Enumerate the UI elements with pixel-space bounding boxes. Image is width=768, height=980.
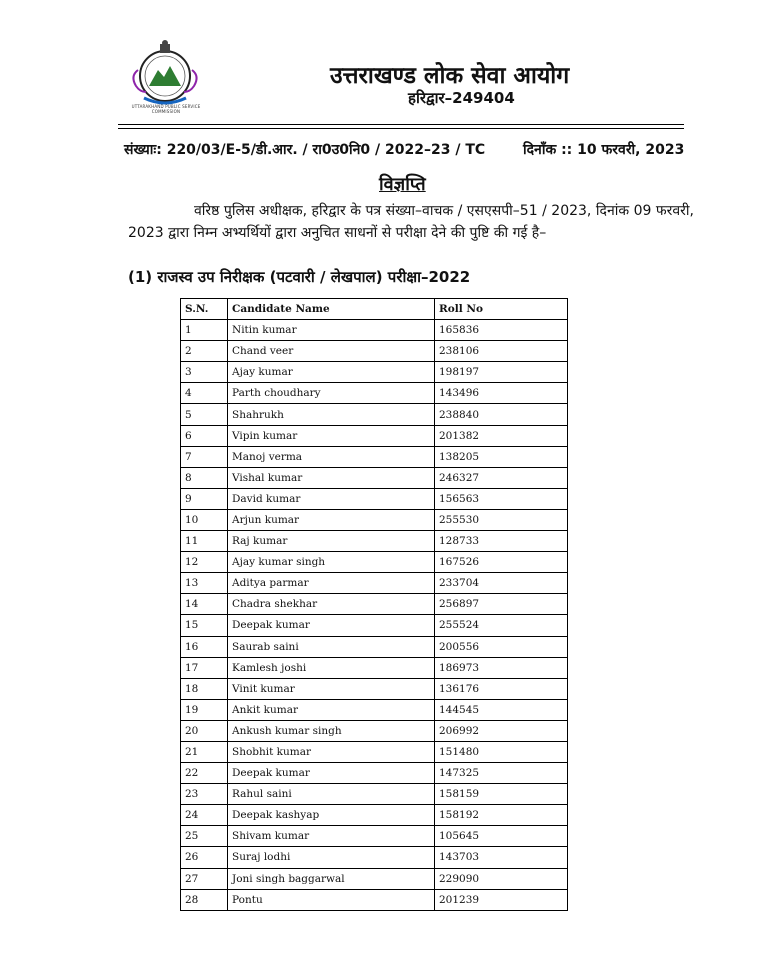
- cell-roll-no: 105645: [435, 826, 568, 847]
- cell-roll-no: 186973: [435, 657, 568, 678]
- cell-candidate-name: Vipin kumar: [228, 425, 435, 446]
- table-row: [181, 341, 568, 362]
- table-row: [181, 889, 568, 910]
- cell-roll-no: 156563: [435, 488, 568, 509]
- table-row: [181, 383, 568, 404]
- cell-sn: 26: [181, 847, 228, 868]
- cell-roll-no: 255530: [435, 509, 568, 530]
- cell-candidate-name: Shivam kumar: [228, 826, 435, 847]
- table-row: [181, 425, 568, 446]
- cell-roll-no: 206992: [435, 720, 568, 741]
- cell-roll-no: 151480: [435, 741, 568, 762]
- notice-date: दिनाँक :: 10 फरवरी, 2023: [523, 142, 685, 158]
- cell-candidate-name: Parth choudhary: [228, 383, 435, 404]
- cell-candidate-name: Arjun kumar: [228, 509, 435, 530]
- cell-roll-no: 165836: [435, 320, 568, 341]
- cell-roll-no: 238840: [435, 404, 568, 425]
- cell-candidate-name: Rahul saini: [228, 784, 435, 805]
- cell-sn: 6: [181, 425, 228, 446]
- table-row: [181, 573, 568, 594]
- cell-candidate-name: Suraj lodhi: [228, 847, 435, 868]
- table-row: [181, 868, 568, 889]
- cell-sn: 7: [181, 446, 228, 467]
- table-row: [181, 320, 568, 341]
- cell-candidate-name: Vishal kumar: [228, 467, 435, 488]
- exam-title: (1) राजस्व उप निरीक्षक (पटवारी / लेखपाल) परीक्षा–2022: [128, 268, 471, 286]
- table-row: [181, 847, 568, 868]
- cell-roll-no: 198197: [435, 362, 568, 383]
- organization-city: हरिद्वार–249404: [408, 89, 515, 107]
- header-divider-secondary: [118, 128, 684, 129]
- cell-candidate-name: Saurab saini: [228, 636, 435, 657]
- cell-roll-no: 143703: [435, 847, 568, 868]
- table-row: [181, 826, 568, 847]
- cell-sn: 2: [181, 341, 228, 362]
- cell-candidate-name: Ankush kumar singh: [228, 720, 435, 741]
- cell-roll-no: 128733: [435, 531, 568, 552]
- cell-candidate-name: Ajay kumar: [228, 362, 435, 383]
- cell-candidate-name: Ankit kumar: [228, 699, 435, 720]
- cell-sn: 21: [181, 741, 228, 762]
- table-row: [181, 467, 568, 488]
- candidate-table: [180, 298, 568, 911]
- cell-roll-no: 158159: [435, 784, 568, 805]
- cell-roll-no: 143496: [435, 383, 568, 404]
- table-row: [181, 741, 568, 762]
- table-row: [181, 509, 568, 530]
- cell-sn: 10: [181, 509, 228, 530]
- commission-emblem-icon: [122, 34, 208, 112]
- cell-candidate-name: Chand veer: [228, 341, 435, 362]
- cell-candidate-name: Ajay kumar singh: [228, 552, 435, 573]
- cell-sn: 19: [181, 699, 228, 720]
- table-row: [181, 531, 568, 552]
- cell-roll-no: 136176: [435, 678, 568, 699]
- cell-sn: 14: [181, 594, 228, 615]
- cell-candidate-name: Shahrukh: [228, 404, 435, 425]
- cell-roll-no: 233704: [435, 573, 568, 594]
- cell-sn: 18: [181, 678, 228, 699]
- table-row: [181, 805, 568, 826]
- cell-candidate-name: Nitin kumar: [228, 320, 435, 341]
- table-row: [181, 699, 568, 720]
- cell-candidate-name: Deepak kashyap: [228, 805, 435, 826]
- table-row: [181, 594, 568, 615]
- cell-sn: 12: [181, 552, 228, 573]
- cell-roll-no: 255524: [435, 615, 568, 636]
- cell-roll-no: 201382: [435, 425, 568, 446]
- column-header-candidate-name: Candidate Name: [228, 299, 435, 320]
- cell-sn: 4: [181, 383, 228, 404]
- cell-sn: 28: [181, 889, 228, 910]
- cell-candidate-name: Kamlesh joshi: [228, 657, 435, 678]
- cell-candidate-name: Manoj verma: [228, 446, 435, 467]
- cell-sn: 13: [181, 573, 228, 594]
- cell-sn: 11: [181, 531, 228, 552]
- cell-sn: 22: [181, 763, 228, 784]
- cell-candidate-name: Deepak kumar: [228, 615, 435, 636]
- cell-sn: 25: [181, 826, 228, 847]
- column-header-roll-no: Roll No: [435, 299, 568, 320]
- table-row: [181, 763, 568, 784]
- cell-candidate-name: Chadra shekhar: [228, 594, 435, 615]
- cell-roll-no: 246327: [435, 467, 568, 488]
- cell-roll-no: 200556: [435, 636, 568, 657]
- cell-candidate-name: Deepak kumar: [228, 763, 435, 784]
- header-divider: [118, 124, 684, 125]
- table-row: [181, 362, 568, 383]
- organization-name: उत्तराखण्ड लोक सेवा आयोग: [330, 63, 570, 89]
- table-row: [181, 636, 568, 657]
- cell-sn: 8: [181, 467, 228, 488]
- cell-roll-no: 201239: [435, 889, 568, 910]
- cell-candidate-name: David kumar: [228, 488, 435, 509]
- cell-roll-no: 147325: [435, 763, 568, 784]
- cell-candidate-name: Shobhit kumar: [228, 741, 435, 762]
- cell-sn: 23: [181, 784, 228, 805]
- table-row: [181, 446, 568, 467]
- table-row: [181, 488, 568, 509]
- cell-roll-no: 138205: [435, 446, 568, 467]
- cell-roll-no: 158192: [435, 805, 568, 826]
- cell-roll-no: 229090: [435, 868, 568, 889]
- cell-candidate-name: Pontu: [228, 889, 435, 910]
- cell-sn: 15: [181, 615, 228, 636]
- cell-sn: 1: [181, 320, 228, 341]
- cell-sn: 20: [181, 720, 228, 741]
- table-row: [181, 784, 568, 805]
- table-row: [181, 615, 568, 636]
- cell-sn: 27: [181, 868, 228, 889]
- cell-roll-no: 256897: [435, 594, 568, 615]
- cell-roll-no: 238106: [435, 341, 568, 362]
- cell-sn: 5: [181, 404, 228, 425]
- table-row: [181, 404, 568, 425]
- table-row: [181, 657, 568, 678]
- cell-sn: 3: [181, 362, 228, 383]
- cell-sn: 9: [181, 488, 228, 509]
- cell-sn: 16: [181, 636, 228, 657]
- notice-body: वरिष्ठ पुलिस अधीक्षक, हरिद्वार के पत्र संख्या–वाचक / एसएसपी–51 / 2023, दिनांक 09 फरवरी, 2023 द्वारा निम्न अभ्यर्थियों द्वारा अनुचित साधनों से परीक्षा देने की पुष्टि की गई है–: [128, 203, 694, 241]
- cell-candidate-name: Joni singh baggarwal: [228, 868, 435, 889]
- notice-heading: विज्ञप्ति: [379, 174, 426, 195]
- emblem-caption: UTTARAKHAND PUBLIC SERVICE COMMISSION: [131, 104, 201, 114]
- cell-sn: 24: [181, 805, 228, 826]
- column-header-sn: S.N.: [181, 299, 228, 320]
- table-row: [181, 720, 568, 741]
- cell-roll-no: 144545: [435, 699, 568, 720]
- cell-candidate-name: Raj kumar: [228, 531, 435, 552]
- table-header-row: [181, 299, 568, 320]
- cell-sn: 17: [181, 657, 228, 678]
- cell-candidate-name: Vinit kumar: [228, 678, 435, 699]
- cell-candidate-name: Aditya parmar: [228, 573, 435, 594]
- table-row: [181, 552, 568, 573]
- cell-roll-no: 167526: [435, 552, 568, 573]
- table-row: [181, 678, 568, 699]
- reference-number: संख्याः: 220/03/E-5/डी.आर. / रा0उ0नि0 / 2022–23 / TC: [124, 142, 486, 158]
